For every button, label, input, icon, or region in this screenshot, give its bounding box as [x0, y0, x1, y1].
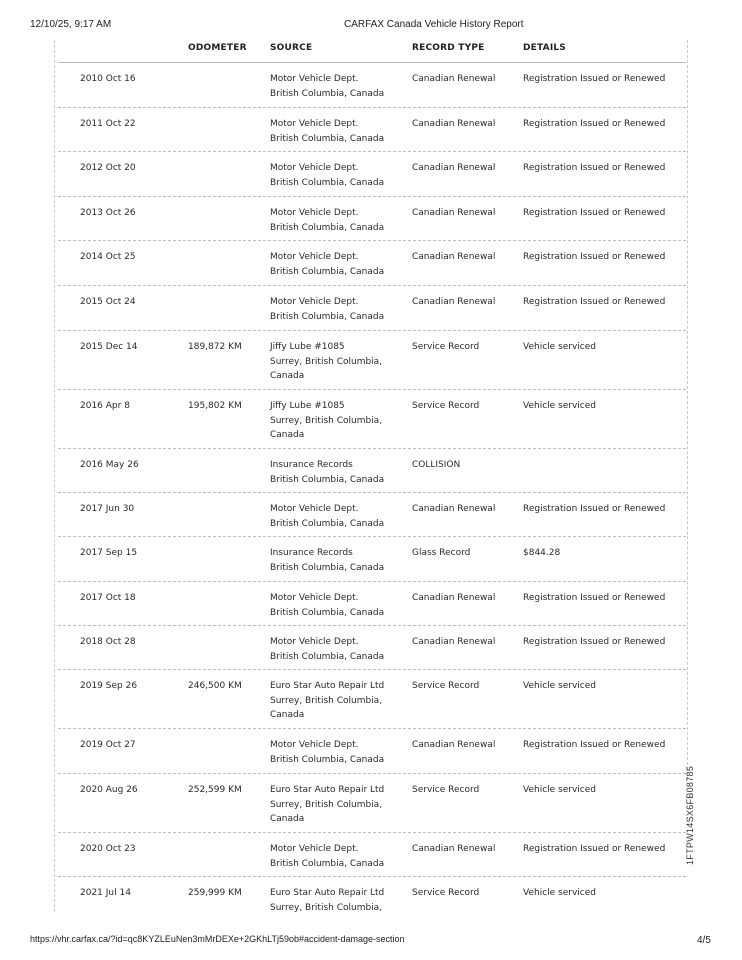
record-date: 2015 Dec 14 [80, 342, 138, 352]
record-source-line: British Columbia, Canada [270, 177, 385, 188]
record-date: 2013 Oct 26 [80, 208, 136, 218]
record-type: Glass Record [412, 548, 471, 558]
column-header-source: SOURCE [270, 43, 313, 53]
record-details: Registration Issued or Renewed [523, 637, 666, 647]
record-source [270, 738, 384, 767]
record-type: Canadian Renewal [412, 208, 496, 218]
record-details: Vehicle serviced [523, 401, 596, 411]
record-date: 2021 Jul 14 [80, 888, 131, 898]
record-source-line: Motor Vehicle Dept. [270, 297, 359, 307]
record-source [270, 886, 384, 915]
record-source-line: Motor Vehicle Dept. [270, 740, 359, 750]
record-source-line: Jiffy Lube #1085 [270, 401, 345, 411]
record-source [270, 399, 382, 443]
record-date: 2017 Oct 18 [80, 593, 136, 603]
side-vin-label: 1FTPW14SX6FB08785 [685, 765, 695, 865]
record-date: 2015 Oct 24 [80, 297, 136, 307]
record-source-line: British Columbia, Canada [270, 133, 385, 144]
record-type: Canadian Renewal [412, 163, 496, 173]
record-row [58, 240, 686, 285]
record-odometer: 246,500 KM [188, 681, 242, 691]
record-details: $844.28 [523, 548, 561, 558]
record-source-line: Jiffy Lube #1085 [270, 342, 345, 352]
column-header-details: DETAILS [523, 43, 566, 53]
record-type: Canadian Renewal [412, 252, 496, 262]
record-type: Canadian Renewal [412, 119, 496, 129]
record-source [270, 206, 384, 235]
record-date: 2012 Oct 20 [80, 163, 136, 173]
print-url: https://vhr.carfax.ca/?id=qc8KYZLEuNen3mMrDEXe+2GKhLTj59ob#accident-damage-section [30, 934, 405, 944]
record-odometer: 252,599 KM [188, 785, 242, 795]
record-date: 2017 Sep 15 [80, 548, 138, 558]
record-source [270, 546, 384, 575]
record-row [58, 773, 686, 832]
record-details: Registration Issued or Renewed [523, 844, 666, 854]
record-source [270, 72, 384, 101]
record-row [58, 625, 686, 669]
record-details: Registration Issued or Renewed [523, 593, 666, 603]
record-date: 2016 Apr 8 [80, 401, 130, 411]
record-details: Registration Issued or Renewed [523, 208, 666, 218]
record-row [58, 669, 686, 728]
record-source-line: British Columbia, Canada [270, 266, 385, 277]
record-row [58, 285, 686, 330]
record-row [58, 62, 686, 107]
record-source [270, 679, 384, 723]
record-row [58, 581, 686, 625]
record-source-line: Insurance Records [270, 548, 353, 558]
record-details: Registration Issued or Renewed [523, 740, 666, 750]
record-source-line: Motor Vehicle Dept. [270, 252, 359, 262]
record-row [58, 196, 686, 240]
record-row [58, 151, 686, 196]
record-date: 2018 Oct 28 [80, 637, 136, 647]
record-source-line: Euro Star Auto Repair Ltd [270, 785, 385, 795]
record-details: Vehicle serviced [523, 888, 596, 898]
record-type: Canadian Renewal [412, 844, 496, 854]
record-details: Registration Issued or Renewed [523, 297, 666, 307]
record-source [270, 591, 384, 620]
record-row [58, 536, 686, 581]
record-date: 2011 Oct 22 [80, 119, 136, 129]
record-type: Service Record [412, 785, 480, 795]
page-number: 4/5 [697, 935, 711, 946]
report-title: CARFAX Canada Vehicle History Report [344, 19, 524, 30]
record-source-line: British Columbia, Canada [270, 754, 385, 765]
record-details: Registration Issued or Renewed [523, 163, 666, 173]
record-source-line: Euro Star Auto Repair Ltd [270, 681, 385, 691]
frame-right-border [687, 40, 688, 780]
frame-left-border [54, 40, 55, 912]
record-source [270, 117, 384, 146]
record-date: 2020 Aug 26 [80, 785, 138, 795]
record-source-line: British Columbia, Canada [270, 858, 385, 869]
record-odometer: 259,999 KM [188, 888, 242, 898]
record-source-line: Canada [270, 430, 305, 440]
record-details: Registration Issued or Renewed [523, 252, 666, 262]
record-details: Vehicle serviced [523, 785, 596, 795]
record-source-line: British Columbia, Canada [270, 651, 385, 662]
record-date: 2010 Oct 16 [80, 74, 136, 84]
record-source [270, 842, 384, 871]
record-source [270, 458, 384, 487]
record-row [58, 448, 686, 492]
record-date: 2014 Oct 25 [80, 252, 136, 262]
record-row [58, 389, 686, 448]
record-source-line: Motor Vehicle Dept. [270, 163, 359, 173]
record-source [270, 502, 384, 531]
record-type: Canadian Renewal [412, 637, 496, 647]
record-source-line: Insurance Records [270, 460, 353, 470]
record-source-line: Canada [270, 371, 305, 381]
record-details: Registration Issued or Renewed [523, 504, 666, 514]
record-odometer: 189,872 KM [188, 342, 242, 352]
record-source-line: Motor Vehicle Dept. [270, 74, 359, 84]
record-type: Service Record [412, 401, 480, 411]
record-source-line: Motor Vehicle Dept. [270, 119, 359, 129]
record-type: Canadian Renewal [412, 504, 496, 514]
record-source [270, 635, 384, 664]
record-source-line: British Columbia, Canada [270, 311, 385, 322]
record-source-line: British Columbia, Canada [270, 222, 385, 233]
record-source-line: British Columbia, Canada [270, 474, 385, 485]
record-source-line: Surrey, British Columbia, [270, 902, 383, 913]
record-type: Canadian Renewal [412, 74, 496, 84]
record-source-line: Motor Vehicle Dept. [270, 637, 359, 647]
record-source-line: Motor Vehicle Dept. [270, 504, 359, 514]
record-type: Canadian Renewal [412, 297, 496, 307]
column-header-odometer: ODOMETER [188, 43, 247, 53]
record-details: Registration Issued or Renewed [523, 119, 666, 129]
record-date: 2020 Oct 23 [80, 844, 136, 854]
record-row [58, 492, 686, 536]
record-source-line: Surrey, British Columbia, [270, 695, 383, 706]
record-type: COLLISION [412, 460, 461, 470]
record-type: Service Record [412, 681, 480, 691]
history-records-table [58, 62, 686, 916]
record-source-line: Motor Vehicle Dept. [270, 844, 359, 854]
print-date: 12/10/25, 9:17 AM [30, 19, 112, 30]
record-source-line: British Columbia, Canada [270, 88, 385, 99]
record-type: Canadian Renewal [412, 740, 496, 750]
record-row [58, 876, 686, 916]
record-source-line: Motor Vehicle Dept. [270, 593, 359, 603]
record-date: 2016 May 26 [80, 460, 139, 470]
column-header-record-type: RECORD TYPE [412, 43, 485, 53]
record-row [58, 107, 686, 151]
record-date: 2019 Sep 26 [80, 681, 138, 691]
record-source-line: British Columbia, Canada [270, 607, 385, 618]
record-details: Registration Issued or Renewed [523, 74, 666, 84]
record-source-line: Surrey, British Columbia, [270, 799, 383, 810]
record-type: Service Record [412, 342, 480, 352]
record-source [270, 161, 384, 190]
record-odometer: 195,802 KM [188, 401, 242, 411]
record-source-line: British Columbia, Canada [270, 518, 385, 529]
record-details: Vehicle serviced [523, 681, 596, 691]
record-source [270, 250, 384, 279]
record-row [58, 330, 686, 389]
record-details: Vehicle serviced [523, 342, 596, 352]
record-date: 2019 Oct 27 [80, 740, 136, 750]
record-type: Service Record [412, 888, 480, 898]
record-source [270, 783, 384, 827]
record-row [58, 728, 686, 773]
record-source-line: Surrey, British Columbia, [270, 356, 383, 367]
record-source-line: Surrey, British Columbia, [270, 415, 383, 426]
record-source-line: Canada [270, 814, 305, 824]
record-date: 2017 Jun 30 [80, 504, 135, 514]
record-source-line: British Columbia, Canada [270, 562, 385, 573]
record-type: Canadian Renewal [412, 593, 496, 603]
record-source-line: Euro Star Auto Repair Ltd [270, 888, 385, 898]
record-source-line: Canada [270, 710, 305, 720]
record-source [270, 295, 384, 324]
record-row [58, 832, 686, 876]
record-source [270, 340, 382, 384]
record-source-line: Motor Vehicle Dept. [270, 208, 359, 218]
